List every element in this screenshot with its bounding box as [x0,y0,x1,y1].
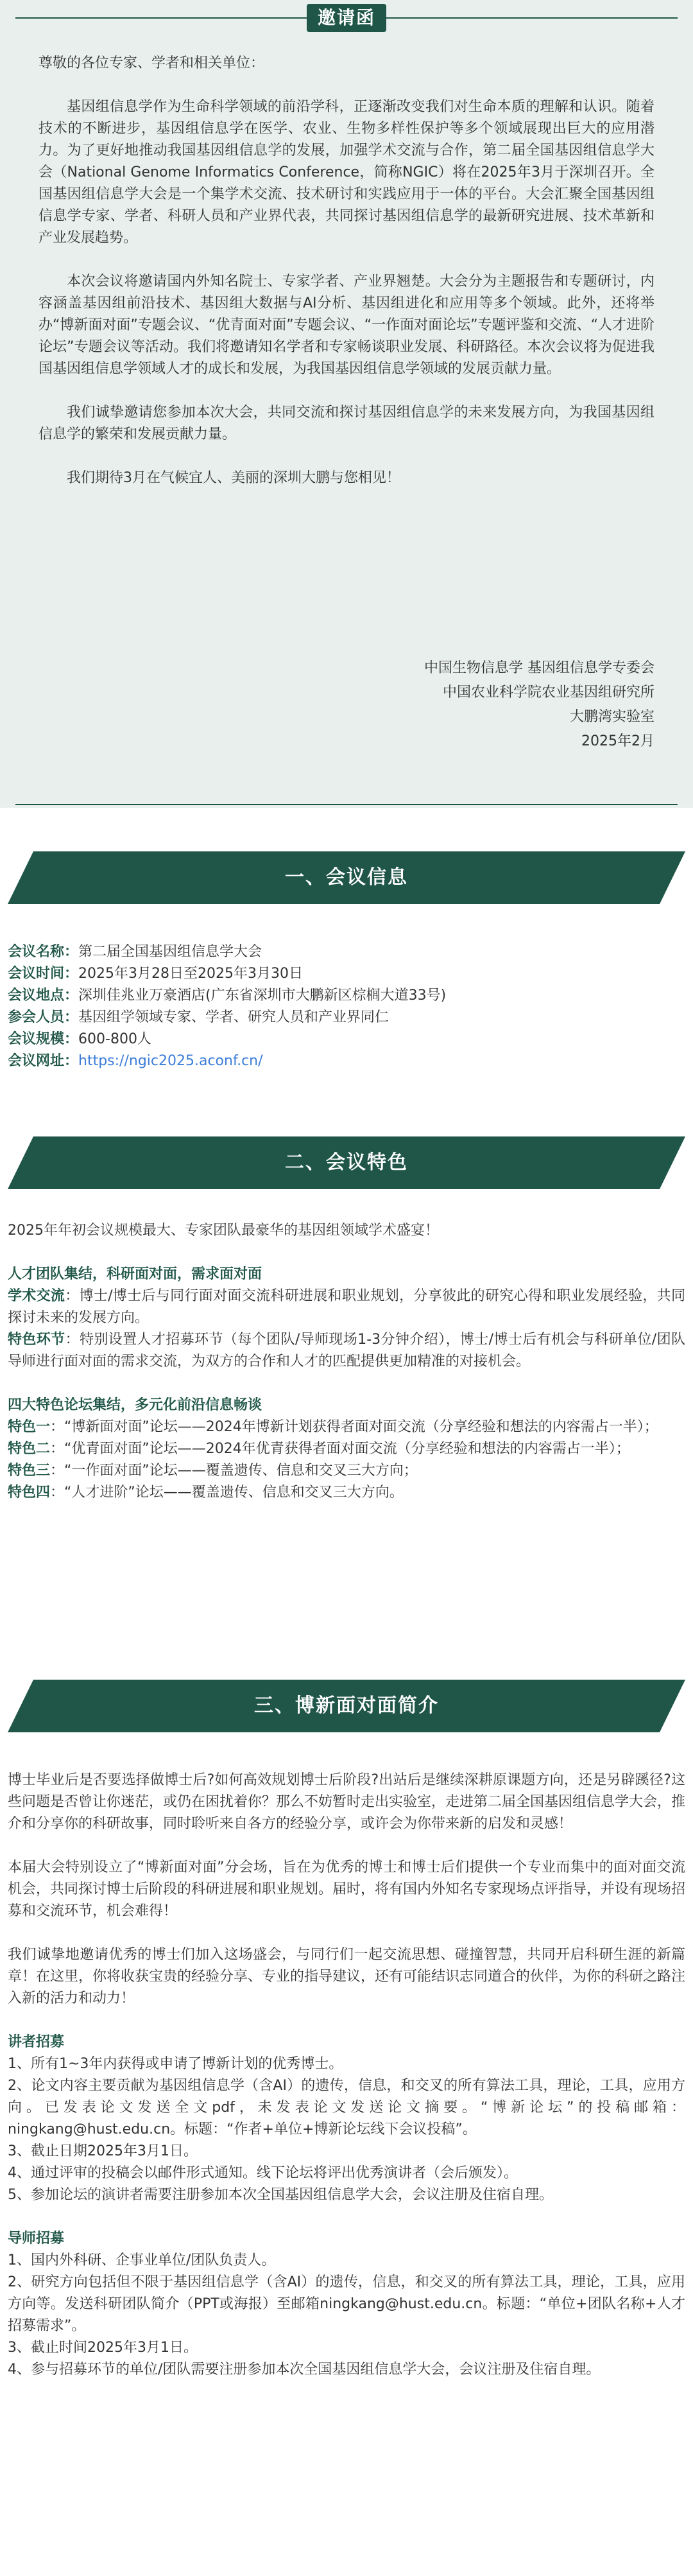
feature-item [8,1482,685,1504]
feature-item [8,1329,685,1373]
mentor-item: 4、参与招募环节的单位/团队需要注册参加本次全国基因组信息学大会，会议注册及住宿自理。 [8,2362,601,2378]
info-value: 2025年3月28日至2025年3月30日 [78,966,303,982]
letter-paragraph: 我们期待3月在气候宜人、美丽的深圳大鹏与您相见！ [67,470,400,486]
letter-paragraph: 我们诚挚邀请您参加本次大会，共同交流和探讨基因组信息学的未来发展方向，为我国基因组信息学的繁荣和发展贡献力量。 [38,405,654,442]
feature-key: 特色二 [8,1441,51,1457]
section-banner-meeting-info: 一、会议信息 [8,851,685,904]
feature-item [8,1285,685,1329]
section-banner-postdoc-intro: 三、博新面对面简介 [8,1680,685,1732]
feature-key: 特色环节 [8,1332,65,1348]
info-row-attendees [8,1007,685,1029]
info-row-website [8,1050,685,1072]
signature-line: 中国生物信息学 基因组信息学专委会 [424,660,654,676]
feature-text: ：“博新面对面”论坛——2024年博新计划获得者面对面交流（分享经验和想法的内容需占一半）； [50,1419,658,1435]
section-banner-features: 二、会议特色 [8,1136,685,1189]
letter-paragraph: 基因组信息学作为生命科学领域的前沿学科，正逐渐改变我们对生命本质的理解和认识。随着技术的不断进步，基因组信息学在医学、农业、生物多样性保护等多个领域展现出巨大的应用潜力。为了更好地推动我国基因组信息学的发展，加强学术交流与合作，第二届全国基因组信息学大会（National Genome Informatics Conference，简称NGIC）将在2025年3月于深圳召开。全国基因组信息学大会是一个集学术交流、技术研讨和实践应用于一体的平台。大会汇聚全国基因组信息学专家、学者、科研人员和产业界代表，共同探讨基因组信息学的最新研究进展、技术革新和产业发展趋势。 [38,99,654,246]
letter-signature [424,656,654,754]
feature-item [8,1460,685,1482]
features-intro: 2025年年初会议规模最大、专家团队最豪华的基因组领域学术盛宴！ [8,1223,439,1239]
meeting-features [8,1220,685,1504]
info-key: 会议网址： [8,1053,79,1069]
info-row-time [8,963,685,985]
invitation-letter [0,0,693,808]
signature-line: 大鹏湾实验室 [569,709,654,725]
info-key: 会议名称： [8,944,79,960]
features-subheading: 四大特色论坛集结，多元化前沿信息畅谈 [8,1397,262,1413]
info-row-venue [8,985,685,1007]
feature-key: 特色三 [8,1463,51,1479]
divider [15,804,678,805]
intro-paragraph: 我们诚挚地邀请优秀的博士们加入这场盛会，与同行们一起交流思想、碰撞智慧，共同开启科研生涯的新篇章！在这里，你将收获宝贵的经验分享、专业的指导建议，还有可能结识志同道合的伙伴，为你的科研之路注入新的活力和动力！ [8,1947,686,2006]
speaker-recruit-heading: 讲者招募 [8,2034,65,2050]
info-key: 参会人员： [8,1009,79,1025]
info-key: 会议时间： [8,966,79,982]
info-value: 第二届全国基因组信息学大会 [78,944,262,960]
feature-item [8,1416,685,1438]
speaker-item: 4、通过评审的投稿会以邮件形式通知。线下论坛将评出优秀演讲者（会后颁发）。 [8,2165,518,2181]
website-link[interactable]: https://ngic2025.aconf.cn/ [78,1053,263,1069]
mentor-item: 2、研究方向包括但不限于基因组信息学（含AI）的遗传，信息，和交叉的所有算法工具，理论，工具，应用方向等。发送科研团队简介（PPT或海报）至邮箱ningkang@hust.edu.cn。标题：“单位+团队名称+人才招募需求”。 [8,2274,685,2334]
feature-key: 特色一 [8,1419,51,1435]
info-value: 基因组学领域专家、学者、研究人员和产业界同仁 [78,1009,389,1025]
feature-text: ：“一作面对面”论坛——覆盖遗传、信息和交叉三大方向； [50,1463,418,1479]
info-value: 深圳佳兆业万豪酒店(广东省深圳市大鹏新区棕榈大道33号) [78,988,447,1004]
feature-item [8,1438,685,1460]
speaker-item: 5、参加论坛的演讲者需要注册参加本次全国基因组信息学大会，会议注册及住宿自理。 [8,2187,553,2203]
speaker-item: 2、论文内容主要贡献为基因组信息学（含AI）的遗传，信息，和交叉的所有算法工具，理论，工具，应用方向。已发表论文发送全文pdf，未发表论文发送论文摘要。“博新论坛”的投稿邮箱：ningkang@hust.edu.cn。标题：“作者+单位+博新论坛线下会议投稿”。 [8,2078,685,2137]
info-value: 600-800人 [78,1031,151,1047]
mentor-item: 1、国内外科研、企事业单位/团队负责人。 [8,2252,276,2268]
feature-key: 学术交流 [8,1288,65,1304]
speaker-item: 3、截止日期2025年3月1日。 [8,2143,198,2159]
feature-key: 特色四 [8,1484,51,1501]
letter-body [38,53,654,511]
features-subheading: 人才团队集结，科研面对面，需求面对面 [8,1266,262,1282]
intro-paragraph: 博士毕业后是否要选择做博士后?如何高效规划博士后阶段?出站后是继续深耕原课题方向，还是另辟蹊径?这些问题是否曾让你迷茫，或仍在困扰着你？那么不妨暂时走出实验室，走进第二届全国基因组信息学大会，推介和分享你的科研故事，同时聆听来自各方的经验分享，或许会为你带来新的启发和灵感！ [8,1772,686,1832]
letter-paragraph: 本次会议将邀请国内外知名院士、专家学者、产业界翘楚。大会分为主题报告和专题研讨，内容涵盖基因组前沿技术、基因组大数据与AI分析、基因组进化和应用等多个领域。此外，还将举办“博新面对面”专题会议、“优青面对面”专题会议、“一作面对面论坛”专题评鉴和交流、“人才进阶论坛”专题会议等活动。我们将邀请知名学者和专家畅谈职业发展、科研路径。本次会议将为促进我国基因组信息学领域人才的成长和发展，为我国基因组信息学领域的发展贡献力量。 [38,274,654,377]
signature-line: 中国农业科学院农业基因组研究所 [442,684,654,701]
feature-text: ：特别设置人才招募环节（每个团队/导师现场1-3分钟介绍），博士/博士后有机会与科研单位/团队导师进行面对面的需求交流，为双方的合作和人才的匹配提供更加精准的对接机会。 [8,1332,685,1370]
letter-greeting: 尊敬的各位专家、学者和相关单位： [38,55,265,71]
intro-paragraph: 本届大会特别设立了“博新面对面”分会场，旨在为优秀的博士和博士后们提供一个专业而集中的面对面交流机会，共同探讨博士后阶段的科研进展和职业规划。届时，将有国内外知名专家现场点评指导，并设有现场招募和交流环节，机会难得！ [8,1859,686,1919]
postdoc-intro [8,1770,685,2381]
feature-text: ：“人才进阶”论坛——覆盖遗传、信息和交叉三大方向。 [50,1484,404,1501]
info-key: 会议地点： [8,988,79,1004]
mentor-item: 3、截止时间2025年3月1日。 [8,2340,198,2356]
info-row-scale [8,1029,685,1050]
mentor-recruit-heading: 导师招募 [8,2231,65,2247]
signature-date: 2025年2月 [581,733,654,749]
feature-text: ：博士/博士后与同行面对面交流科研进展和职业规划，分享彼此的研究心得和职业发展经验，共同探讨未来的发展方向。 [8,1288,685,1326]
meeting-info [8,941,685,1072]
info-row-name [8,941,685,963]
feature-text: ：“优青面对面”论坛——2024年优青获得者面对面交流（分享经验和想法的内容需占一半）； [50,1441,630,1457]
info-key: 会议规模： [8,1031,79,1047]
speaker-item: 1、所有1~3年内获得或申请了博新计划的优秀博士。 [8,2056,343,2072]
letter-title-tag: 邀请函 [307,4,386,32]
